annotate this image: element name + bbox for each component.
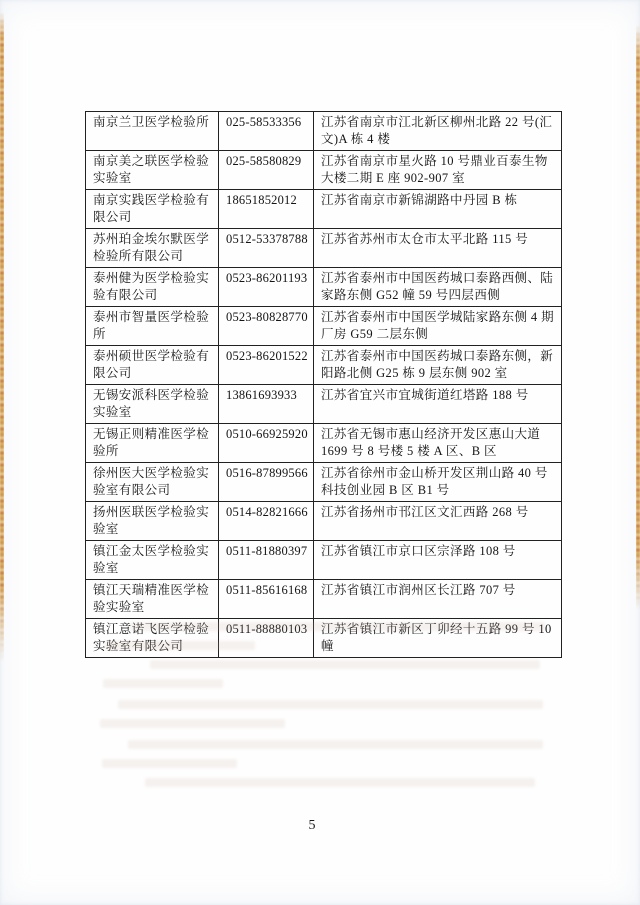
address-cell: 江苏省南京市江北新区柳州北路 22 号(汇文)A 栋 4 楼 bbox=[314, 112, 562, 151]
phone-cell: 0512-53378788 bbox=[219, 229, 314, 268]
phone-cell: 0523-86201193 bbox=[219, 268, 314, 307]
phone-cell: 0514-82821666 bbox=[219, 502, 314, 541]
lab-name-cell: 无锡安派科医学检验实验室 bbox=[86, 385, 219, 424]
address-cell: 江苏省南京市星火路 10 号鼎业百泰生物大楼二期 E 座 902-907 室 bbox=[314, 151, 562, 190]
lab-name-cell: 泰州硕世医学检验有限公司 bbox=[86, 346, 219, 385]
table-row bbox=[86, 346, 562, 385]
address-cell: 江苏省泰州市中国医药城口泰路东侧，新阳路北侧 G25 栋 9 层东侧 902 室 bbox=[314, 346, 562, 385]
address-cell: 江苏省苏州市太仓市太平北路 115 号 bbox=[314, 229, 562, 268]
table-row bbox=[86, 463, 562, 502]
bleedthrough-artifact bbox=[102, 759, 237, 768]
lab-name-cell: 扬州医联医学检验实验室 bbox=[86, 502, 219, 541]
phone-cell: 13861693933 bbox=[219, 385, 314, 424]
lab-name-cell: 泰州市智量医学检验所 bbox=[86, 307, 219, 346]
bleedthrough-artifact bbox=[105, 641, 255, 650]
address-cell: 江苏省扬州市邗江区文汇西路 268 号 bbox=[314, 502, 562, 541]
table-row bbox=[86, 385, 562, 424]
address-cell: 江苏省宜兴市宜城街道红塔路 188 号 bbox=[314, 385, 562, 424]
table-row bbox=[86, 541, 562, 580]
lab-name-cell: 南京兰卫医学检验所 bbox=[86, 112, 219, 151]
bleedthrough-artifact bbox=[100, 719, 285, 728]
table-row bbox=[86, 229, 562, 268]
address-cell: 江苏省徐州市金山桥开发区荆山路 40 号科技创业园 B 区 B1 号 bbox=[314, 463, 562, 502]
address-cell: 江苏省镇江市京口区宗泽路 108 号 bbox=[314, 541, 562, 580]
table-row bbox=[86, 268, 562, 307]
table-row bbox=[86, 190, 562, 229]
bleedthrough-artifact bbox=[118, 700, 543, 709]
table-row bbox=[86, 580, 562, 619]
bleedthrough-artifact bbox=[150, 660, 540, 669]
lab-name-cell: 镇江天瑞精准医学检验实验室 bbox=[86, 580, 219, 619]
page-number: 5 bbox=[308, 818, 316, 833]
bleedthrough-artifact bbox=[128, 740, 543, 749]
table-row bbox=[86, 112, 562, 151]
phone-cell: 0511-88880103 bbox=[219, 619, 314, 658]
phone-cell: 0523-80828770 bbox=[219, 307, 314, 346]
phone-cell: 025-58533356 bbox=[219, 112, 314, 151]
address-cell: 江苏省镇江市新区丁卯经十五路 99 号 10 幢 bbox=[314, 619, 562, 658]
bleedthrough-artifact bbox=[103, 679, 223, 688]
address-cell: 江苏省南京市新锦湖路中丹园 B 栋 bbox=[314, 190, 562, 229]
phone-cell: 0516-87899566 bbox=[219, 463, 314, 502]
lab-name-cell: 镇江意诺飞医学检验实验室有限公司 bbox=[86, 619, 219, 658]
table-row bbox=[86, 502, 562, 541]
address-cell: 江苏省泰州市中国医药城口泰路西侧、陆家路东侧 G52 幢 59 号四层西侧 bbox=[314, 268, 562, 307]
phone-cell: 0511-81880397 bbox=[219, 541, 314, 580]
lab-name-cell: 苏州珀金埃尔默医学检验所有限公司 bbox=[86, 229, 219, 268]
phone-cell: 0510-66925920 bbox=[219, 424, 314, 463]
table-row bbox=[86, 307, 562, 346]
phone-cell: 0523-86201522 bbox=[219, 346, 314, 385]
phone-cell: 025-58580829 bbox=[219, 151, 314, 190]
bleedthrough-artifact bbox=[130, 622, 545, 631]
lab-name-cell: 无锡正则精准医学检验所 bbox=[86, 424, 219, 463]
lab-name-cell: 镇江金太医学检验实验室 bbox=[86, 541, 219, 580]
right-binding-edge-artifact bbox=[636, 25, 640, 610]
lab-name-cell: 南京美之联医学检验实验室 bbox=[86, 151, 219, 190]
address-cell: 江苏省泰州市中国医学城陆家路东侧 4 期厂房 G59 二层东侧 bbox=[314, 307, 562, 346]
table-row bbox=[86, 424, 562, 463]
address-cell: 江苏省无锡市惠山经济开发区惠山大道 1699 号 8 号楼 5 楼 A 区、B 区 bbox=[314, 424, 562, 463]
left-binding-edge-artifact bbox=[0, 12, 4, 662]
phone-cell: 0511-85616168 bbox=[219, 580, 314, 619]
lab-name-cell: 南京实践医学检验有限公司 bbox=[86, 190, 219, 229]
medical-lab-table bbox=[85, 111, 562, 658]
lab-name-cell: 徐州医大医学检验实验室有限公司 bbox=[86, 463, 219, 502]
table-row bbox=[86, 151, 562, 190]
phone-cell: 18651852012 bbox=[219, 190, 314, 229]
lab-name-cell: 泰州健为医学检验实验有限公司 bbox=[86, 268, 219, 307]
bleedthrough-artifact bbox=[145, 778, 535, 787]
address-cell: 江苏省镇江市润州区长江路 707 号 bbox=[314, 580, 562, 619]
